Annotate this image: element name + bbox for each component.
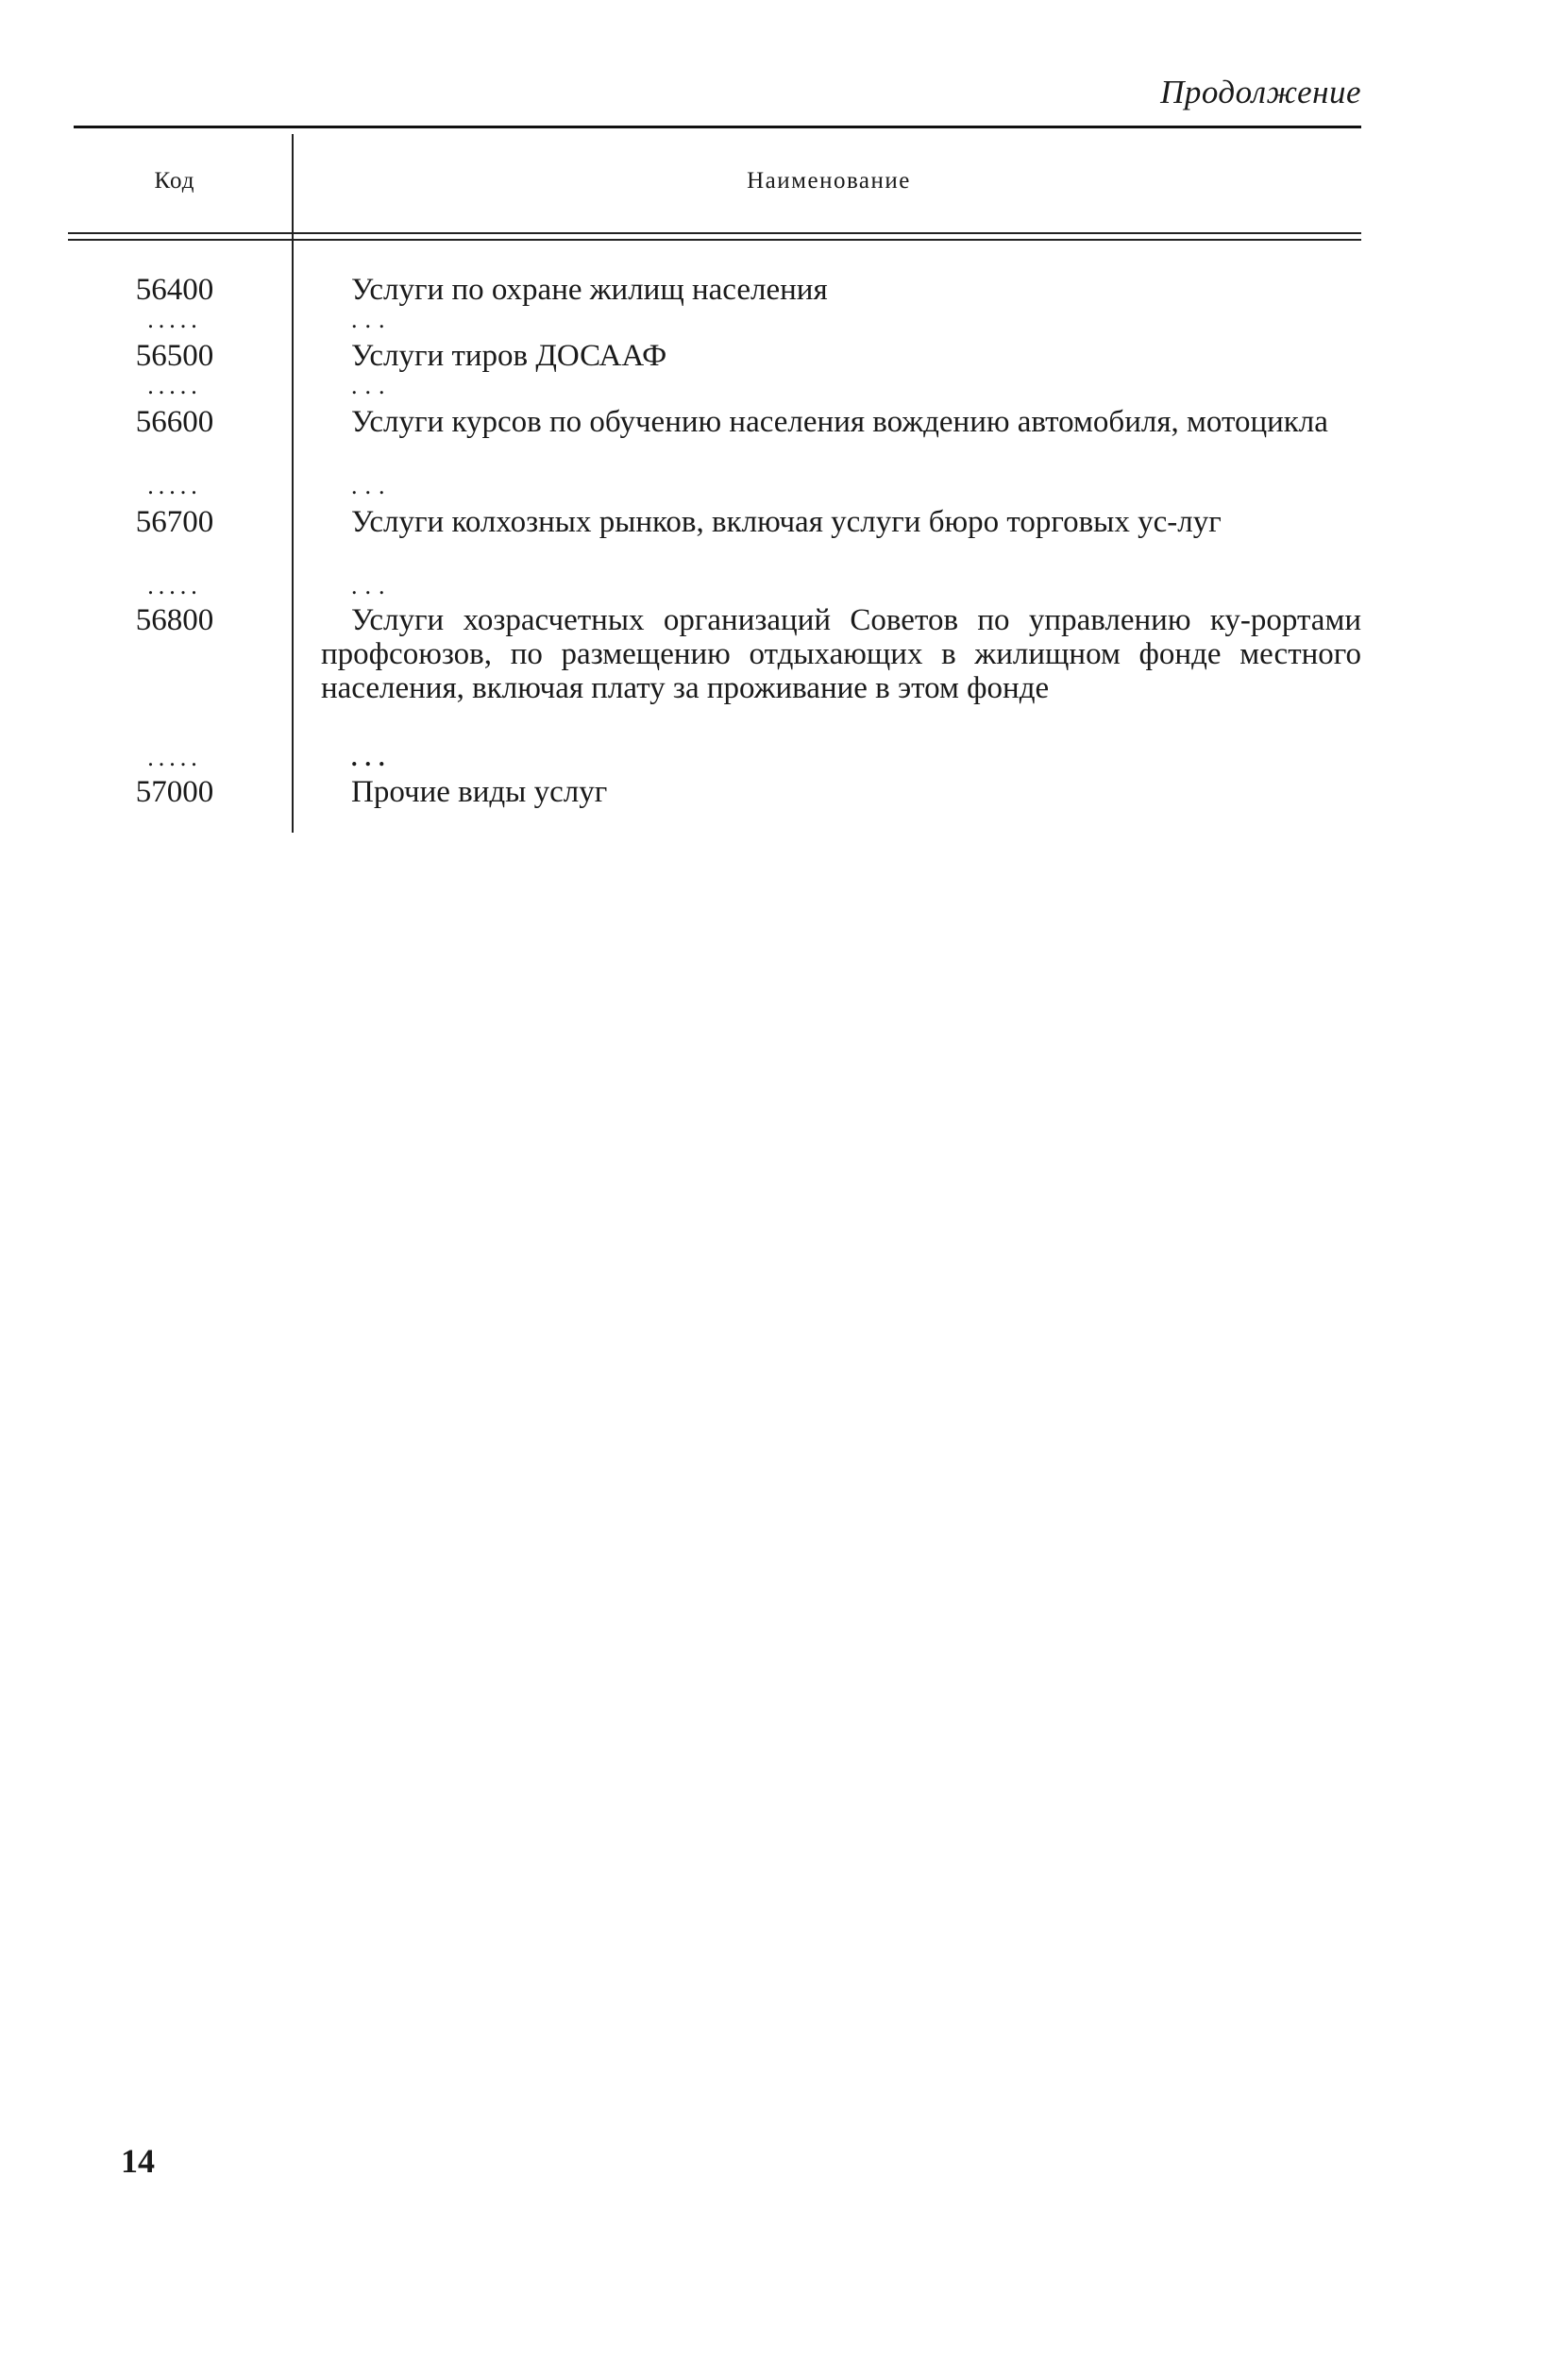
row-code: 56500 <box>135 339 214 373</box>
code-dots: ..... <box>147 572 202 599</box>
page-number: 14 <box>121 2142 155 2180</box>
name-dots: ... <box>351 372 393 399</box>
code-dots: ..... <box>147 472 202 499</box>
code-dots: ..... <box>147 372 202 399</box>
name-dots: ... <box>351 472 393 499</box>
code-dots: ..... <box>147 306 202 333</box>
row-code: 56400 <box>135 273 214 307</box>
row-name: Услуги по охране жилищ населения <box>351 273 828 307</box>
name-dots: ... <box>351 744 393 771</box>
code-dots: ..... <box>147 744 202 771</box>
table-top-rule <box>74 126 1361 128</box>
row-code: 56700 <box>135 505 214 539</box>
continuation-label: Продолжение <box>1160 74 1361 110</box>
row-name: Прочие виды услуг <box>351 775 608 809</box>
name-dots: ... <box>351 306 393 333</box>
row-name: Услуги хозрасчетных организаций Советов по управлению ку-рортами профсоюзов, по размещению отдыхающих в жилищном фонде местного населения, включая плату за проживание в этом фонде <box>321 603 1361 705</box>
column-header-name: Наименование <box>747 168 911 194</box>
header-double-rule-2 <box>68 239 1361 241</box>
row-name: Услуги колхозных рынков, включая услуги бюро торговых ус-луг <box>351 505 1222 539</box>
row-name: Услуги тиров ДОСААФ <box>351 339 667 373</box>
column-header-code: Код <box>154 168 195 194</box>
header-double-rule-1 <box>68 232 1361 234</box>
row-code: 56600 <box>135 405 214 439</box>
name-dots: ... <box>351 572 393 599</box>
row-code: 56800 <box>135 603 214 637</box>
row-code: 57000 <box>135 775 214 809</box>
row-name: Услуги курсов по обучению населения вождению автомобиля, мотоцикла <box>351 405 1328 439</box>
